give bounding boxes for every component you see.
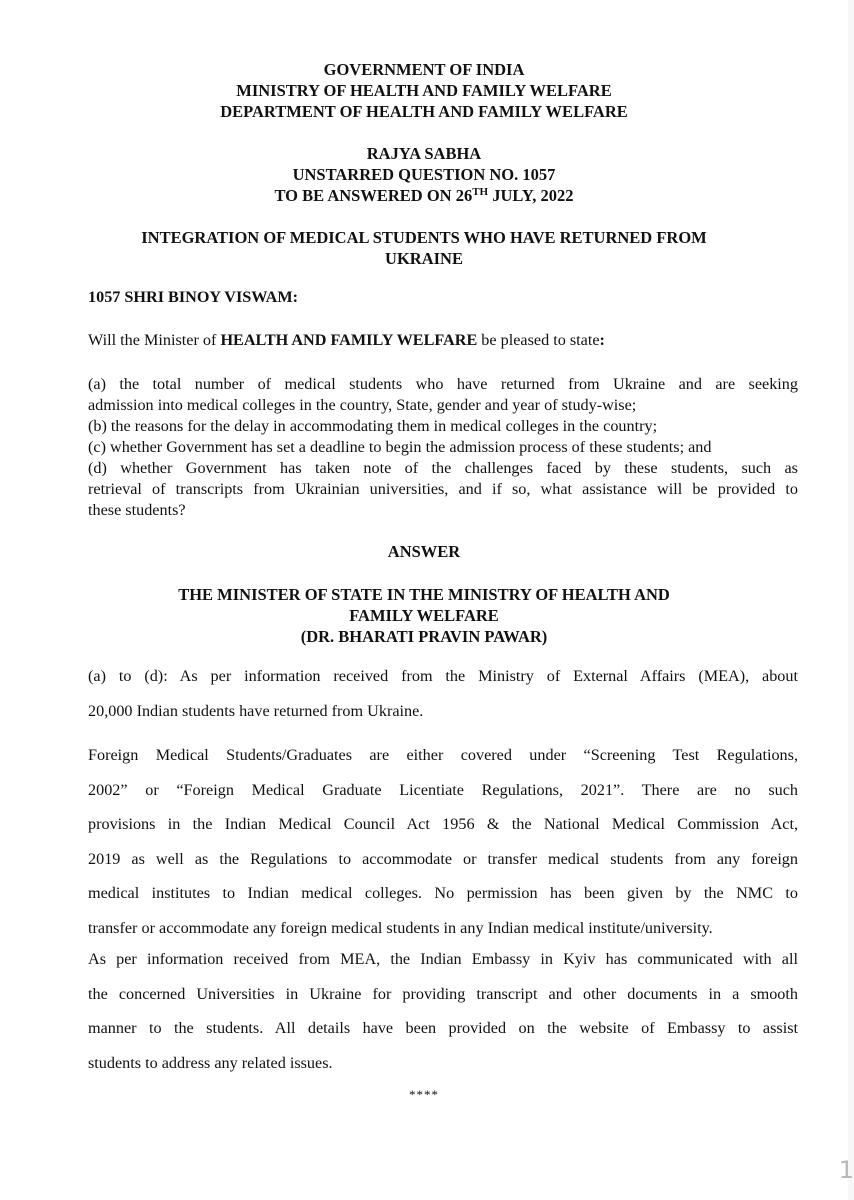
intro-ministry: HEALTH AND FAMILY WELFARE xyxy=(220,331,478,349)
page-number: 1 xyxy=(838,1156,854,1184)
subject-line-2: UKRAINE xyxy=(385,249,463,268)
answer-line: provisions in the Indian Medical Council Act 1956 & the National Medical Commission Act, xyxy=(88,815,798,833)
answer-line: (a) to (d): As per information received from the Ministry of External Affairs (MEA), about xyxy=(88,667,798,685)
intro-pre: Will the Minister of xyxy=(88,331,221,349)
intro-colon: : xyxy=(599,331,605,349)
questions-list xyxy=(88,374,798,521)
answer-line: Foreign Medical Students/Graduates are either covered under “Screening Test Regulations, xyxy=(88,746,798,764)
intro-post: be pleased to state xyxy=(477,331,600,349)
answer-date xyxy=(0,185,848,206)
answer-line: students to address any related issues. xyxy=(88,1053,333,1072)
answer-paragraph-2 xyxy=(88,738,798,945)
header-ministry: MINISTRY OF HEALTH AND FAMILY WELFARE xyxy=(236,81,612,100)
document-header xyxy=(0,59,848,122)
header-department: DEPARTMENT OF HEALTH AND FAMILY WELFARE xyxy=(220,102,628,121)
answer-paragraph-3 xyxy=(88,942,798,1080)
answer-line: manner to the students. All details have been provided on the website of Embassy to assist xyxy=(88,1019,798,1037)
question-line: these students? xyxy=(88,501,186,519)
question-line: (c) whether Government has set a deadline to begin the admission process of these students; and xyxy=(88,438,712,456)
minister-block xyxy=(0,584,848,647)
question-number: UNSTARRED QUESTION NO. 1057 xyxy=(292,165,556,184)
minister-line-2: FAMILY WELFARE xyxy=(349,606,499,625)
answer-line: medical institutes to Indian medical colleges. No permission has been given by the NMC to xyxy=(88,884,798,902)
question-intro xyxy=(88,331,798,350)
question-line: (a) the total number of medical students who have returned from Ukraine and are seeking xyxy=(88,375,798,393)
question-line: admission into medical colleges in the country, State, gender and year of study-wise; xyxy=(88,396,637,414)
questioner-name: 1057 SHRI BINOY VISWAM: xyxy=(88,288,299,306)
answer-line: the concerned Universities in Ukraine for providing transcript and other documents in a smooth xyxy=(88,984,798,1003)
minister-line-1: THE MINISTER OF STATE IN THE MINISTRY OF HEALTH AND xyxy=(178,585,670,604)
answer-line: transfer or accommodate any foreign medical students in any Indian medical institute/university. xyxy=(88,918,713,937)
answer-heading: ANSWER xyxy=(387,542,461,561)
minister-name: (DR. BHARATI PRAVIN PAWAR) xyxy=(300,627,548,646)
answer-line: As per information received from MEA, the Indian Embassy in Kyiv has communicated with all xyxy=(88,950,798,968)
question-meta xyxy=(0,143,848,206)
answer-date-sup: TH xyxy=(472,186,489,198)
question-line: retrieval of transcripts from Ukrainian universities, and if so, what assistance will be provided to xyxy=(88,480,798,498)
question-line: (b) the reasons for the delay in accommodating them in medical colleges in the country; xyxy=(88,417,658,435)
subject-title xyxy=(0,227,848,269)
answer-line: 2019 as well as the Regulations to accommodate or transfer medical students from any foreign xyxy=(88,849,798,868)
question-line: (d) whether Government has taken note of the challenges faced by these students, such as xyxy=(88,459,798,477)
header-government: GOVERNMENT OF INDIA xyxy=(323,60,525,79)
answer-line: 2002” or “Foreign Medical Graduate Licentiate Regulations, 2021”. There are no such xyxy=(88,780,798,799)
answer-date-prefix: TO BE ANSWERED ON 26 xyxy=(274,186,473,205)
answer-paragraph-1 xyxy=(88,659,798,728)
house-name: RAJYA SABHA xyxy=(366,144,482,163)
answer-line: 20,000 Indian students have returned from Ukraine. xyxy=(88,701,424,720)
end-marker: **** xyxy=(409,1087,439,1102)
subject-line-1: INTEGRATION OF MEDICAL STUDENTS WHO HAVE RETURNED FROM xyxy=(141,228,707,247)
answer-date-suffix: JULY, 2022 xyxy=(488,186,574,205)
